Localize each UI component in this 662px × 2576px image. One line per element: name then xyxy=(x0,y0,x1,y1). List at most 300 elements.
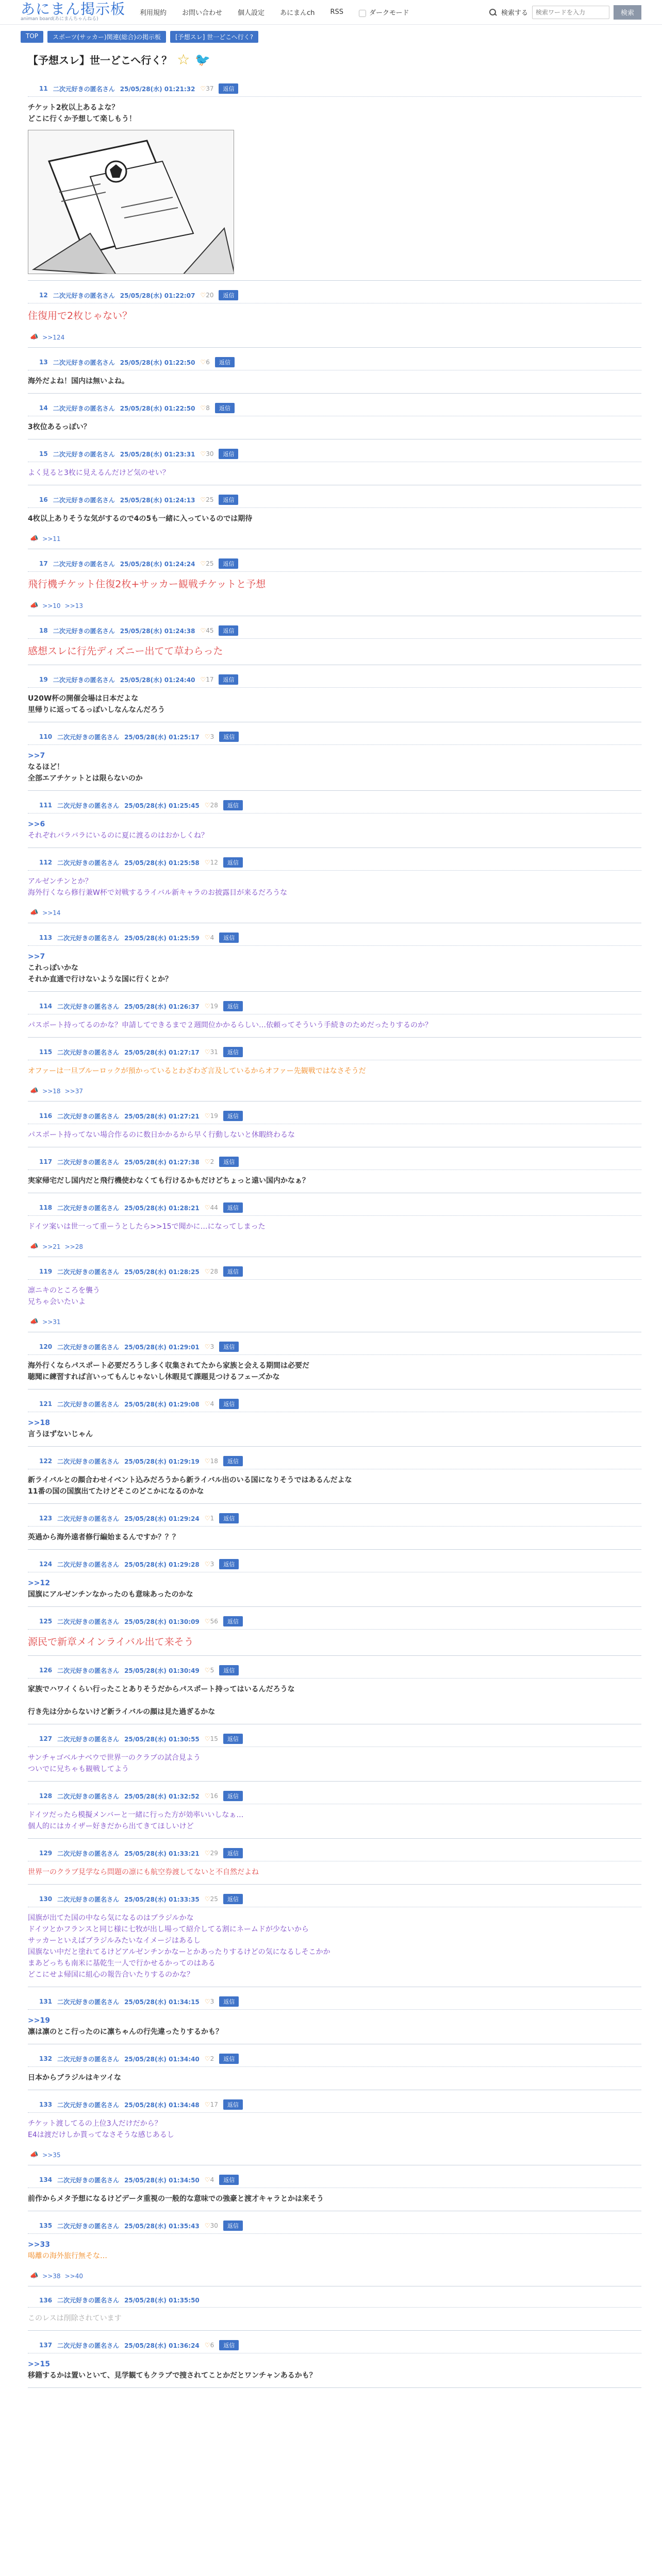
heart-icon[interactable]: ♡ xyxy=(200,627,206,634)
like-counter[interactable] xyxy=(205,2176,214,2183)
reply-anchor-link[interactable]: >>18 xyxy=(28,1419,50,1427)
like-counter[interactable] xyxy=(200,404,209,412)
reply-button[interactable]: 返信 xyxy=(219,1665,239,1675)
like-count: 37 xyxy=(206,85,214,92)
reply-link[interactable]: >>124 xyxy=(42,333,65,341)
post xyxy=(28,2331,641,2388)
heart-icon[interactable]: ♡ xyxy=(200,85,206,92)
post-number[interactable]: 13 xyxy=(39,359,48,366)
heart-icon[interactable]: ♡ xyxy=(200,359,206,366)
reply-anchor-link[interactable]: >>15 xyxy=(28,2360,50,2368)
like-counter[interactable] xyxy=(205,1667,214,1674)
megaphone-icon: 📣 xyxy=(30,2151,39,2159)
post-date: 25/05/28(水) 01:34:15 xyxy=(124,1998,200,2006)
like-counter[interactable] xyxy=(205,1850,218,1857)
post-number[interactable]: 110 xyxy=(39,733,53,740)
post-text-line: 英過から海外遠者修行編始まるんですか？？？ xyxy=(28,1533,179,1541)
post-date: 25/05/28(水) 01:30:49 xyxy=(124,1667,200,1674)
post-author: 二次元好きの匿名さん xyxy=(57,1204,120,1212)
post-number[interactable]: 126 xyxy=(39,1667,53,1674)
like-counter[interactable] xyxy=(200,292,213,299)
heart-icon[interactable]: ♡ xyxy=(200,404,206,412)
reply-button[interactable]: 返信 xyxy=(223,1047,243,1057)
reply-button[interactable]: 返信 xyxy=(219,495,238,505)
site-logo[interactable] xyxy=(21,2,125,22)
post xyxy=(28,1193,641,1257)
like-counter[interactable] xyxy=(205,1003,218,1010)
post-body xyxy=(28,1572,641,1600)
reply-button[interactable]: 返信 xyxy=(223,1001,243,1011)
post-number[interactable]: 115 xyxy=(39,1048,53,1056)
reply-button[interactable]: 返信 xyxy=(219,1399,239,1409)
post-number[interactable]: 111 xyxy=(39,802,53,809)
post-number[interactable]: 114 xyxy=(39,1003,53,1010)
post-text-line: 全部エアチケットとは限らないのか xyxy=(28,774,143,783)
post-text-line: 言うほずないじゃん xyxy=(28,1430,93,1438)
post-author: 二次元好きの匿名さん xyxy=(57,1343,120,1351)
post-date: 25/05/28(水) 01:36:24 xyxy=(124,2342,200,2349)
nav-animanch[interactable]: あにまんch xyxy=(280,9,315,17)
reply-button[interactable]: 返信 xyxy=(219,290,238,300)
reply-button[interactable]: 返信 xyxy=(219,2054,239,2064)
nav-rss[interactable]: RSS xyxy=(330,8,343,16)
like-counter[interactable] xyxy=(205,2342,214,2349)
heart-icon[interactable]: ♡ xyxy=(204,1458,210,1465)
post-number[interactable]: 118 xyxy=(39,1204,53,1211)
like-count: 3 xyxy=(210,1998,214,2005)
like-counter[interactable] xyxy=(205,802,218,809)
like-counter[interactable] xyxy=(205,1561,214,1568)
like-count: 15 xyxy=(210,1735,218,1742)
post xyxy=(28,848,641,923)
post xyxy=(28,1839,641,1885)
reply-button[interactable]: 返信 xyxy=(223,2221,243,2231)
heart-icon[interactable]: ♡ xyxy=(204,859,210,866)
post-author: 二次元好きの匿名さん xyxy=(53,627,115,635)
post-date: 25/05/28(水) 01:22:50 xyxy=(120,404,195,412)
heart-icon[interactable]: ♡ xyxy=(204,2055,210,2062)
post xyxy=(28,485,641,549)
post-header xyxy=(28,1791,641,1804)
post-number[interactable]: 132 xyxy=(39,2055,53,2062)
heart-icon[interactable]: ♡ xyxy=(204,1667,210,1674)
reply-button[interactable]: 返信 xyxy=(223,1894,243,1904)
post-header xyxy=(28,1996,641,2010)
like-counter[interactable] xyxy=(200,450,213,457)
post-header xyxy=(28,1047,641,1060)
heart-icon[interactable]: ♡ xyxy=(204,1003,210,1010)
heart-icon[interactable]: ♡ xyxy=(204,1158,210,1165)
reply-link[interactable]: >>10 xyxy=(42,602,61,609)
heart-icon[interactable]: ♡ xyxy=(204,1112,210,1120)
post-number[interactable]: 17 xyxy=(39,560,48,567)
reply-button[interactable]: 返信 xyxy=(223,1202,243,1213)
heart-icon[interactable]: ♡ xyxy=(204,1048,210,1056)
heart-icon[interactable]: ♡ xyxy=(204,1343,210,1350)
like-counter[interactable] xyxy=(205,1400,214,1408)
post-number[interactable]: 128 xyxy=(39,1792,53,1800)
reply-button[interactable]: 返信 xyxy=(223,1266,243,1277)
reply-anchor-link[interactable]: >>6 xyxy=(28,820,45,828)
post xyxy=(28,665,641,722)
reply-button[interactable]: 返信 xyxy=(219,1513,239,1523)
post-text-line: 国旗が出てた国の中なら気になるのはブラジルかな xyxy=(28,1914,194,1922)
like-counter[interactable] xyxy=(205,934,214,941)
post xyxy=(28,2044,641,2090)
dark-mode-checkbox[interactable] xyxy=(359,10,366,17)
like-counter[interactable] xyxy=(205,1735,218,1742)
post-date: 25/05/28(水) 01:25:59 xyxy=(124,934,200,942)
post-text-line: 喝離の海外旅行無そな… xyxy=(28,2252,107,2260)
post-number[interactable]: 125 xyxy=(39,1618,53,1625)
post-date: 25/05/28(水) 01:22:07 xyxy=(120,292,195,299)
post-header xyxy=(28,1734,641,1747)
like-counter[interactable] xyxy=(205,1158,214,1165)
post-author: 二次元好きの匿名さん xyxy=(57,1003,120,1010)
post-number[interactable]: 112 xyxy=(39,859,53,866)
post-date: 25/05/28(水) 01:30:09 xyxy=(124,1618,200,1625)
post-body xyxy=(28,370,641,387)
reply-anchor-link[interactable]: >>19 xyxy=(28,2016,50,2025)
megaphone-icon: 📣 xyxy=(30,1087,39,1095)
post-header xyxy=(28,933,641,946)
heart-icon[interactable]: ♡ xyxy=(200,496,206,503)
reply-button[interactable]: 返信 xyxy=(219,625,238,636)
post-header xyxy=(28,1665,641,1679)
like-count: 17 xyxy=(206,676,214,683)
like-count: 1 xyxy=(210,1515,214,1522)
post xyxy=(28,2211,641,2286)
post-number[interactable]: 124 xyxy=(39,1561,53,1568)
like-count: 19 xyxy=(210,1003,218,1010)
like-count: 18 xyxy=(210,1458,218,1465)
site-header xyxy=(0,0,662,25)
post-number[interactable]: 116 xyxy=(39,1112,53,1120)
reply-button[interactable]: 返信 xyxy=(223,1791,243,1801)
like-count: 4 xyxy=(210,1400,214,1408)
post-body xyxy=(28,2113,641,2141)
post-body xyxy=(28,1804,641,1832)
like-counter[interactable] xyxy=(205,1895,218,1903)
reply-button[interactable]: 返信 xyxy=(223,857,243,868)
reply-link[interactable]: >>40 xyxy=(64,2272,83,2280)
post-text-line: これっぽいかな xyxy=(28,964,78,972)
like-counter[interactable] xyxy=(205,1458,218,1465)
post xyxy=(28,1389,641,1447)
reply-button[interactable]: 返信 xyxy=(223,1848,243,1858)
heart-icon[interactable]: ♡ xyxy=(204,1400,210,1408)
post-body xyxy=(28,462,641,479)
heart-icon[interactable]: ♡ xyxy=(204,1618,210,1625)
reply-button[interactable]: 返信 xyxy=(223,2099,243,2110)
post-date: 25/05/28(水) 01:24:24 xyxy=(120,560,195,568)
like-counter[interactable] xyxy=(205,2101,218,2108)
post-number[interactable]: 14 xyxy=(39,404,48,412)
post-author: 二次元好きの匿名さん xyxy=(57,1458,120,1465)
breadcrumb-board[interactable]: スポーツ(サッカー)関連(総合)の掲示板 xyxy=(47,31,166,43)
like-counter[interactable] xyxy=(205,1048,218,1056)
post-number[interactable]: 15 xyxy=(39,450,48,457)
post-text-line: 日本からブラジルはキツイな xyxy=(28,2074,121,2082)
nav-contact[interactable]: お問い合わせ xyxy=(182,9,223,17)
heart-icon[interactable]: ♡ xyxy=(204,1515,210,1522)
reply-button[interactable]: 返信 xyxy=(219,1157,239,1167)
like-count: 3 xyxy=(210,1343,214,1350)
like-counter[interactable] xyxy=(205,859,218,866)
post-body xyxy=(28,1355,641,1383)
post-number[interactable]: 16 xyxy=(39,496,48,503)
post-date: 25/05/28(水) 01:24:40 xyxy=(120,676,195,684)
heart-icon[interactable]: ♡ xyxy=(204,1268,210,1275)
post-body xyxy=(28,1469,641,1497)
post-date: 25/05/28(水) 01:26:37 xyxy=(124,1003,200,1010)
reply-link[interactable]: >>18 xyxy=(42,1087,61,1095)
like-counter[interactable] xyxy=(205,1112,218,1120)
post-number[interactable]: 117 xyxy=(39,1158,53,1165)
post-author: 二次元好きの匿名さん xyxy=(57,1158,120,1166)
reply-link[interactable]: >>13 xyxy=(64,602,83,609)
like-counter[interactable] xyxy=(200,496,213,503)
post-text-line: 3枚位あるっぽい？ xyxy=(28,423,91,431)
post-number[interactable]: 129 xyxy=(39,1850,53,1857)
reply-link[interactable]: >>28 xyxy=(64,1243,83,1250)
reply-button[interactable]: 返信 xyxy=(219,2175,239,2185)
post-number[interactable]: 136 xyxy=(39,2296,53,2304)
dark-mode-toggle[interactable] xyxy=(359,7,409,17)
like-count: 25 xyxy=(210,1895,218,1903)
reply-button[interactable]: 返信 xyxy=(219,558,238,569)
post-date: 25/05/28(水) 01:30:55 xyxy=(124,1735,200,1743)
header-nav xyxy=(140,7,409,17)
reply-link[interactable]: >>31 xyxy=(42,1318,61,1326)
reply-button[interactable]: 返信 xyxy=(219,933,239,943)
post-body xyxy=(28,97,641,125)
post-number[interactable]: 127 xyxy=(39,1735,53,1742)
like-count: 4 xyxy=(210,934,214,941)
post-text-line: 前作からメタ予想になるけどデータ重視の一般的な意味での強豪と渡才キャラとかは来そう xyxy=(28,2195,324,2203)
post-body xyxy=(28,745,641,784)
post-number[interactable]: 113 xyxy=(39,934,53,941)
post-number[interactable]: 12 xyxy=(39,292,48,299)
post-date: 25/05/28(水) 01:32:52 xyxy=(124,1792,200,1800)
heart-icon[interactable]: ♡ xyxy=(204,2176,210,2183)
breadcrumb-thread[interactable]: [予想スレ] 世一どこへ行く? xyxy=(170,31,258,43)
manga-panel-illustration xyxy=(28,130,234,274)
heart-icon[interactable]: ♡ xyxy=(204,2342,210,2349)
post-number[interactable]: 123 xyxy=(39,1515,53,1522)
reply-anchor-link[interactable]: >>33 xyxy=(28,2241,50,2249)
post-text-line: このレスは削除されています xyxy=(28,2314,122,2323)
post-number[interactable]: 19 xyxy=(39,676,48,683)
heart-icon[interactable]: ♡ xyxy=(200,560,206,567)
post-date: 25/05/28(水) 01:29:28 xyxy=(124,1561,200,1568)
like-counter[interactable] xyxy=(205,1268,218,1275)
post-body xyxy=(28,639,641,658)
post-text-line: それか直通で行けないような国に行くとか？ xyxy=(28,975,172,984)
post-text-line: チケット2枚以上あるよな？ xyxy=(28,104,119,112)
reply-button[interactable]: 返信 xyxy=(219,674,238,685)
post-replies xyxy=(28,1087,641,1095)
reply-link[interactable]: >>14 xyxy=(42,909,61,917)
search-input[interactable] xyxy=(532,6,609,19)
search-button[interactable]: 検索 xyxy=(614,5,641,20)
post-text-line: なるほど！ xyxy=(28,763,64,771)
heart-icon[interactable]: ♡ xyxy=(204,1895,210,1903)
post-text-line: どこに行くか予想して楽しもう！ xyxy=(28,115,136,123)
heart-icon[interactable]: ♡ xyxy=(204,1735,210,1742)
like-counter[interactable] xyxy=(200,627,213,634)
post-text-line: U20W杯の開催会場は日本だよな xyxy=(28,694,139,703)
reply-anchor-link[interactable]: >>7 xyxy=(28,953,45,961)
reply-anchor-link[interactable]: >>12 xyxy=(28,1579,50,1587)
reply-link[interactable]: >>35 xyxy=(42,2151,61,2159)
reply-link[interactable]: >>37 xyxy=(64,1087,83,1095)
post-header xyxy=(28,1559,641,1572)
like-count: 2 xyxy=(210,2055,214,2062)
heart-icon[interactable]: ♡ xyxy=(204,1204,210,1211)
post xyxy=(28,722,641,791)
reply-link[interactable]: >>38 xyxy=(42,2272,61,2280)
post-body xyxy=(28,1014,641,1031)
like-counter[interactable] xyxy=(200,359,209,366)
like-counter[interactable] xyxy=(205,1618,218,1625)
nav-settings[interactable]: 個人設定 xyxy=(238,9,265,17)
favorite-star-icon[interactable]: ☆ xyxy=(177,50,190,68)
post-number[interactable]: 130 xyxy=(39,1895,53,1903)
breadcrumb xyxy=(0,25,662,43)
post xyxy=(28,1782,641,1839)
post-number[interactable]: 134 xyxy=(39,2176,53,2183)
like-counter[interactable] xyxy=(205,1204,218,1211)
reply-link[interactable]: >>11 xyxy=(42,535,61,543)
reply-button[interactable]: 返信 xyxy=(219,2340,239,2350)
post-number[interactable]: 137 xyxy=(39,2342,53,2349)
post-body xyxy=(28,2353,641,2381)
like-count: 17 xyxy=(210,2101,218,2108)
post-header xyxy=(28,674,641,688)
post-number[interactable]: 122 xyxy=(39,1458,53,1465)
post-number[interactable]: 120 xyxy=(39,1343,53,1350)
heart-icon[interactable]: ♡ xyxy=(204,2222,210,2229)
reply-button[interactable]: 返信 xyxy=(215,403,235,413)
post-date: 25/05/28(水) 01:29:01 xyxy=(124,1343,200,1351)
heart-icon[interactable]: ♡ xyxy=(204,1850,210,1857)
heart-icon[interactable]: ♡ xyxy=(200,676,206,683)
post-header xyxy=(28,1513,641,1527)
heart-icon[interactable]: ♡ xyxy=(204,1561,210,1568)
post-number[interactable]: 131 xyxy=(39,1998,53,2005)
like-counter[interactable] xyxy=(200,85,213,92)
post-image[interactable] xyxy=(28,130,234,274)
post-text-line: 海外行くならパスポート必要だろうし多く収集されてたから家族と会える期間は必要だ xyxy=(28,1362,309,1370)
reply-button[interactable]: 返信 xyxy=(219,1559,239,1569)
like-counter[interactable] xyxy=(205,1343,214,1350)
post xyxy=(28,2090,641,2165)
post xyxy=(28,1550,641,1607)
post-text-line: ついでに兄ちゃも観戦してよう xyxy=(28,1765,129,1773)
reply-button[interactable]: 返信 xyxy=(219,83,238,94)
post-number[interactable]: 121 xyxy=(39,1400,53,1408)
heart-icon[interactable]: ♡ xyxy=(204,802,210,809)
breadcrumb-top[interactable]: TOP xyxy=(21,31,43,43)
heart-icon[interactable]: ♡ xyxy=(204,2101,210,2108)
post-header xyxy=(28,558,641,572)
like-counter[interactable] xyxy=(205,2055,214,2062)
post-author: 二次元好きの匿名さん xyxy=(57,1048,120,1056)
post-number[interactable]: 18 xyxy=(39,627,48,634)
reply-link[interactable]: >>21 xyxy=(42,1243,61,1250)
post-date: 25/05/28(水) 01:34:50 xyxy=(124,2176,200,2184)
heart-icon[interactable]: ♡ xyxy=(204,733,210,740)
post-date: 25/05/28(水) 01:25:58 xyxy=(124,859,200,867)
post-number[interactable]: 135 xyxy=(39,2222,53,2229)
like-counter[interactable] xyxy=(205,2222,218,2229)
post xyxy=(28,439,641,485)
post-author: 二次元好きの匿名さん xyxy=(57,1618,120,1625)
post-text-line: ドイツ案いは世一って重ーうとしたら>>15で聞かに…になってしまった xyxy=(28,1223,266,1231)
post-text-line: 里帰りに返ってるっぽいしなんなんだろう xyxy=(28,706,165,714)
reply-button[interactable]: 返信 xyxy=(215,357,235,367)
reply-button[interactable]: 返信 xyxy=(219,732,239,742)
post-number[interactable]: 11 xyxy=(39,85,48,92)
post-number[interactable]: 119 xyxy=(39,1268,53,1275)
reply-button[interactable]: 返信 xyxy=(219,1342,239,1352)
heart-icon[interactable]: ♡ xyxy=(204,1998,210,2005)
post-text-line: サッカーといえばブラジルみたいなイメージはあるし xyxy=(28,1937,201,1945)
reply-button[interactable]: 返信 xyxy=(223,1456,243,1466)
post-text-line: 4枚以上ありそうな気がするので4の5も一緒に入っているのでは期待 xyxy=(28,515,253,523)
post-header xyxy=(28,290,641,303)
post-text-line: 源民で新章メインライバル出て来そう xyxy=(28,1636,194,1648)
like-count: 45 xyxy=(206,627,214,634)
reply-button[interactable]: 返信 xyxy=(223,1616,243,1626)
reply-button[interactable]: 返信 xyxy=(219,449,238,459)
post-header xyxy=(28,2340,641,2353)
like-counter[interactable] xyxy=(205,1515,214,1522)
post xyxy=(28,2286,641,2331)
logo-text[interactable]: あにまん掲示板 xyxy=(21,1,126,18)
reply-button[interactable]: 返信 xyxy=(223,1111,243,1121)
heart-icon[interactable]: ♡ xyxy=(204,1792,210,1800)
like-counter[interactable] xyxy=(200,560,213,567)
heart-icon[interactable]: ♡ xyxy=(200,292,206,299)
reply-button[interactable]: 返信 xyxy=(223,1734,243,1744)
post xyxy=(28,1987,641,2044)
like-counter[interactable] xyxy=(200,676,213,683)
post-author: 二次元好きの匿名さん xyxy=(57,1667,120,1674)
like-count: 3 xyxy=(210,733,214,740)
heart-icon[interactable]: ♡ xyxy=(204,934,210,941)
nav-terms[interactable]: 利用規約 xyxy=(140,9,167,17)
like-counter[interactable] xyxy=(205,733,214,740)
reply-anchor-link[interactable]: >>7 xyxy=(28,752,45,760)
twitter-share-icon[interactable]: 🐦 xyxy=(195,52,211,67)
post-body xyxy=(28,1679,641,1718)
reply-button[interactable]: 返信 xyxy=(223,800,243,810)
reply-button[interactable]: 返信 xyxy=(219,1996,239,2007)
like-counter[interactable] xyxy=(205,1792,218,1800)
post-text-line: オファーは一旦ブルーロックが預かっているとわざわざ言及しているからオファー先観戦ではなさそうだ xyxy=(28,1067,366,1075)
post-author: 二次元好きの匿名さん xyxy=(53,676,115,684)
like-counter[interactable] xyxy=(205,1998,214,2005)
post-author: 二次元好きの匿名さん xyxy=(57,2055,120,2063)
post-header xyxy=(28,495,641,508)
heart-icon[interactable]: ♡ xyxy=(200,450,206,457)
post-body xyxy=(28,1747,641,1775)
post-text-line: 国旗ない中だと塗れてるけどアルゼンチンかなーとかあったりするけどの気になるしそこかか xyxy=(28,1948,330,1956)
post-number[interactable]: 133 xyxy=(39,2101,53,2108)
post-author: 二次元好きの匿名さん xyxy=(57,1792,120,1800)
